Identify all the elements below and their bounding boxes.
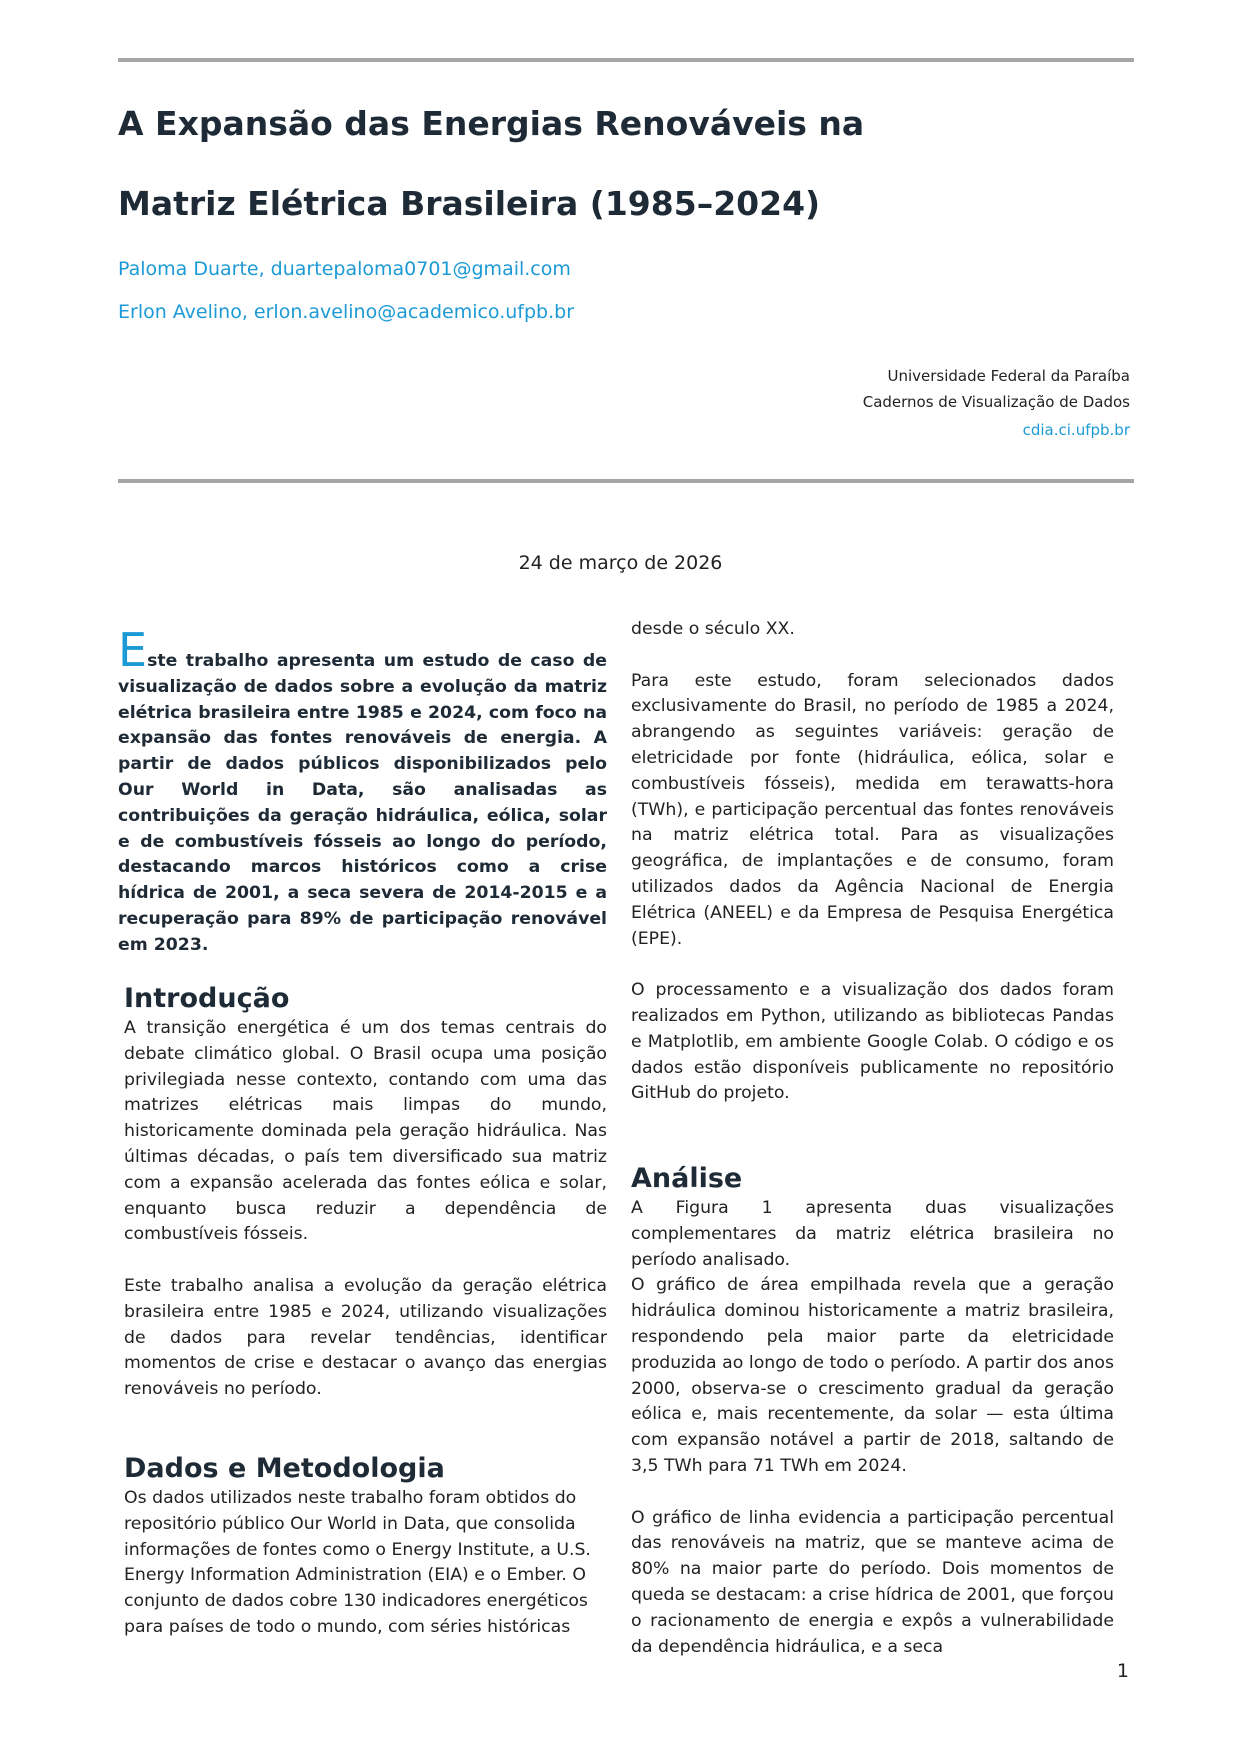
analise-paragraph-3: O gráfico de linha evidencia a participação percentual das renováveis na matriz, que se manteve acima de 80% na maior parte do período. Dois momentos de queda se destacam: a crise hídrica de 2001, que forçou o racionamento de energia e expôs a vulnerabilidade da dependência hidráulica, e a seca [631, 1507, 1114, 1657]
header-bottom-rule [118, 479, 1134, 483]
heading-dados-metodologia: Dados e Metodologia [124, 1453, 445, 1484]
page-number: 1 [1116, 1660, 1129, 1682]
dados-paragraph-1: Os dados utilizados neste trabalho foram obtidos do repositório público Our World in Data, que consolida informações de fontes como o Energy Institute, a U.S. Energy Information Administration (EIA) e o Ember. O conjunto de dados cobre 130 indicadores energéticos para países de todo o mundo, com séries históricas [124, 1488, 591, 1637]
analise-paragraph-2: O gráfico de área empilhada revela que a geração hidráulica dominou historicamente a matriz brasileira, respondendo pela maior parte da eletricidade produzida ao longo de todo o período. A partir dos anos 2000, observa-se o crescimento gradual da geração eólica e, mais recentemente, da solar — esta última com expansão notável a partir de 2018, saltando de 3,5 TWh para 71 TWh em 2024. [631, 1275, 1114, 1476]
heading-introducao: Introdução [124, 983, 290, 1014]
abstract-text: ste trabalho apresenta um estudo de caso de visualização de dados sobre a evolução da matriz elétrica brasileira entre 1985 e 2024, com foco na expansão das fontes renováveis de energia. A partir de dados públicos disponibilizados pelo Our World in Data, são analisadas as contribuições da geração hidráulica, eólica, solar e de combustíveis fósseis ao longo do período, destacando marcos históricos como a crise hídrica de 2001, a seca severa de 2014-2015 e a recuperação para 89% de participação renovável em 2023. [118, 651, 607, 955]
heading-analise: Análise [631, 1163, 743, 1194]
introducao-paragraph-1: A transição energética é um dos temas centrais do debate climático global. O Brasil ocupa uma posição privilegiada nesse contexto, contando com uma das matrizes elétricas mais limpas do mundo, historicamente dominada pela geração hidráulica. Nas últimas décadas, o país tem diversificado sua matriz com a expansão acelerada das fontes eólica e solar, enquanto busca reduzir a dependência de combustíveis fósseis. [124, 1018, 607, 1245]
dados-paragraph-3: O processamento e a visualização dos dados foram realizados em Python, utilizando as bibliotecas Pandas e Matplotlib, em ambiente Google Colab. O código e os dados estão disponíveis publicamente no repositório GitHub do projeto. [631, 980, 1114, 1104]
top-rule [118, 58, 1134, 62]
right-column-dados-continued [631, 617, 1114, 1107]
title-line-1: A Expansão das Energias Renováveis na [118, 104, 865, 143]
author-1[interactable]: Paloma Duarte, duartepaloma0701@gmail.com [118, 258, 571, 280]
abstract-dropcap: E [118, 623, 148, 677]
introducao-paragraph-2: Este trabalho analisa a evolução da geração elétrica brasileira entre 1985 e 2024, utilizando visualizações de dados para revelar tendências, identificar momentos de crise e destacar o avanço das energias renováveis no período. [124, 1275, 607, 1400]
abstract [118, 623, 607, 959]
dados-paragraph-1-continued: desde o século XX. [631, 619, 795, 639]
section-dados-metodologia [124, 1452, 607, 1641]
publication-date: 24 de março de 2026 [518, 552, 723, 574]
author-2[interactable]: Erlon Avelino, erlon.avelino@academico.ufpb.br [118, 301, 575, 323]
title-line-2: Matriz Elétrica Brasileira (1985–2024) [118, 184, 821, 223]
affiliation-university: Universidade Federal da Paraíba [887, 367, 1130, 385]
analise-paragraph-1: A Figura 1 apresenta duas visualizações complementares da matriz elétrica brasileira no período analisado. [631, 1198, 1114, 1270]
section-introducao [124, 982, 607, 1403]
dados-paragraph-2: Para este estudo, foram selecionados dados exclusivamente do Brasil, no período de 1985 a 2024, abrangendo as seguintes variáveis: geração de eletricidade por fonte (hidráulica, eólica, solar e combustíveis fósseis), medida em terawatts-hora (TWh), e participação percentual das fontes renováveis na matriz elétrica total. Para as visualizações geográfica, de implantações e de consumo, foram utilizados dados da Agência Nacional de Energia Elétrica (ANEEL) e da Empresa de Pesquisa Energética (EPE). [631, 670, 1114, 949]
affiliation-website-link[interactable]: cdia.ci.ufpb.br [1022, 421, 1130, 439]
affiliation-series: Cadernos de Visualização de Dados [862, 393, 1130, 411]
paper-title [118, 96, 1018, 232]
section-analise [631, 1162, 1114, 1660]
